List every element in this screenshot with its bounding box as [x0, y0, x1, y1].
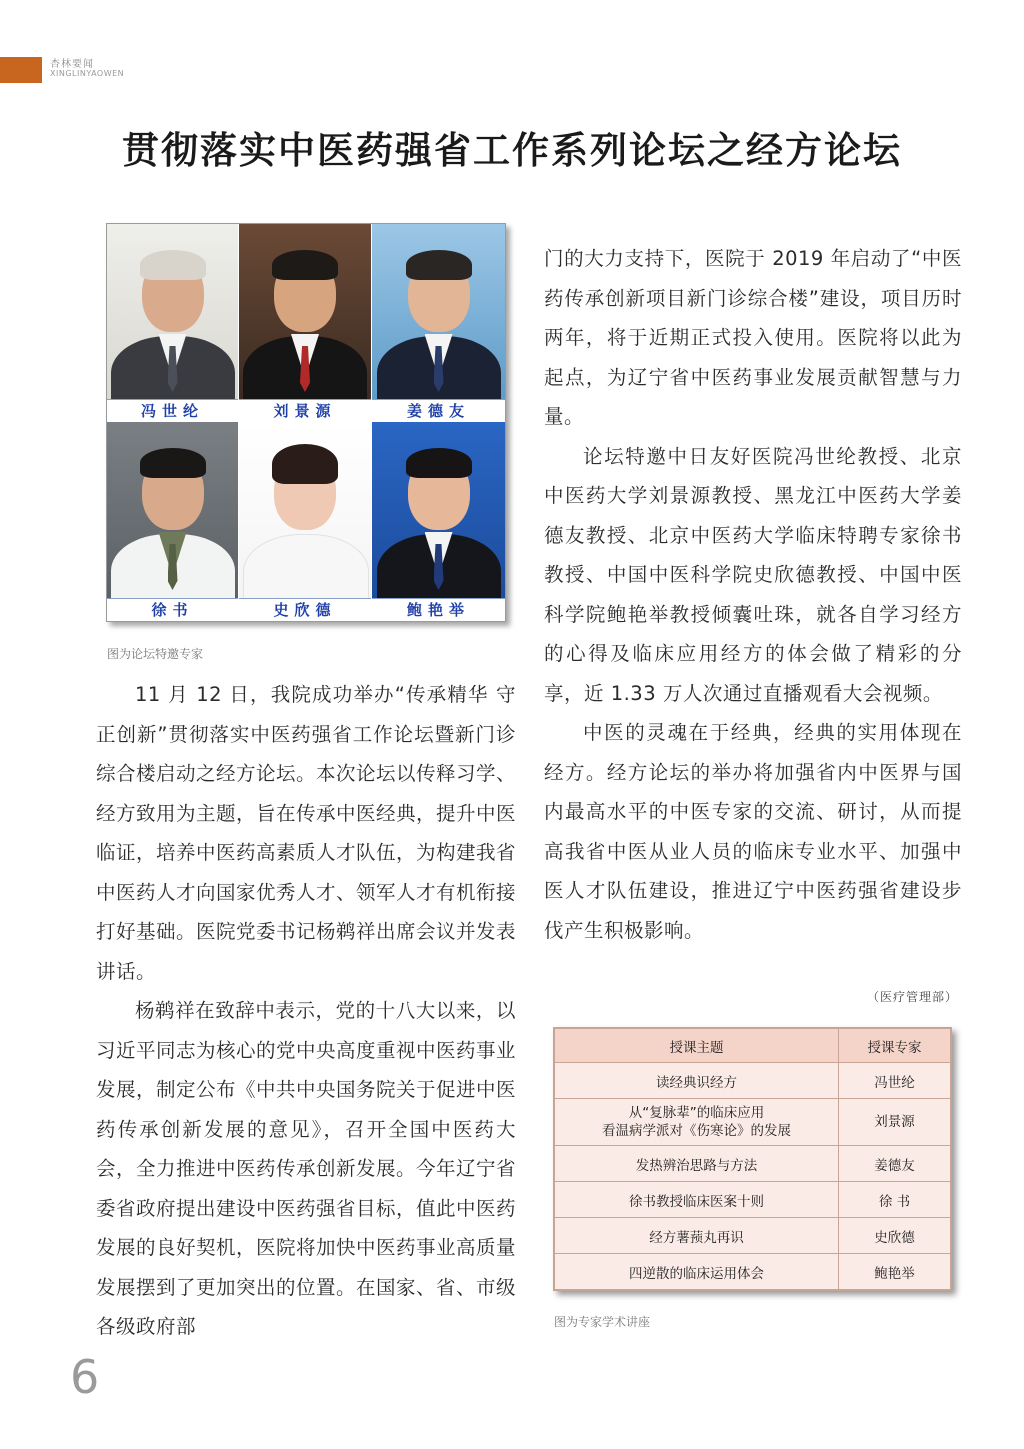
article-paragraph: 杨鹈祥在致辞中表示，党的十八大以来，以习近平同志为核心的党中央高度重视中医药事业发展，制定公布《中共中央国务院关于促进中医药传承创新发展的意见》，召开全国中医药大会，全力推进中医药传承创新发展。今年辽宁省委省政府提出建设中医药强省目标，值此中医药发展的良好契机，医院将加快中医药事业高质量发展摆到了更加突出的位置。在国家、省、市级各级政府部 — [96, 999, 517, 1338]
lecture-topic-line: 发热辨治思路与方法 — [635, 1157, 758, 1174]
expert-name: 姜德友 — [372, 399, 505, 422]
article-paragraph: 中医的灵魂在于经典，经典的实用体现在经方。经方论坛的举办将加强省内中医界与国内最高水平的中医专家的交流、研讨，从而提高我省中医从业人员的临床专业水平、加强中医人才队伍建设，推进辽宁中医药强省建设步伐产生积极影响。 — [544, 721, 962, 942]
table-row — [555, 1099, 951, 1146]
expert-photo — [239, 422, 372, 621]
lecture-topic — [555, 1182, 839, 1218]
lecture-expert: 冯世纶 — [839, 1063, 951, 1099]
expert-photo — [372, 422, 505, 621]
expert-photo — [239, 224, 372, 422]
lecture-expert: 姜德友 — [839, 1146, 951, 1182]
photo-caption: 图为论坛特邀专家 — [107, 647, 204, 661]
expert-name: 鲍艳举 — [372, 598, 505, 621]
author-department: （医疗管理部） — [866, 990, 958, 1004]
page-number: 6 — [70, 1350, 100, 1404]
lecture-topic-line: 从“复脉辈”的临床应用 — [628, 1105, 765, 1121]
lecture-topic-line: 四逆散的临床运用体会 — [629, 1265, 764, 1282]
article-paragraph: 11 月 12 日，我院成功举办“传承精华 守正创新”贯彻落实中医药强省工作论坛暨新门诊综合楼启动之经方论坛。本次论坛以传释习学、经方致用为主题，旨在传承中医经典，提升中医临证，培养中医药高素质人才队伍，为构建我省中医药人才向国家优秀人才、领军人才有机衔接打好基础。医院党委书记杨鹈祥出席会议并发表讲话。 — [96, 683, 517, 983]
section-tag-bar — [0, 57, 42, 83]
lecture-table-container — [553, 1027, 952, 1291]
section-name: 杏林要闻 — [50, 59, 94, 70]
lecture-topic-line: 看温病学派对《伤寒论》的发展 — [602, 1123, 791, 1139]
expert-name: 徐书 — [107, 598, 238, 621]
lecture-topic-line: 读经典识经方 — [656, 1074, 737, 1091]
table-row — [555, 1254, 951, 1290]
expert-name: 冯世纶 — [107, 399, 238, 422]
table-row — [555, 1063, 951, 1099]
expert-photo-grid — [106, 223, 506, 622]
table-row — [555, 1182, 951, 1218]
expert-photo — [107, 224, 239, 422]
lecture-topic — [555, 1146, 839, 1182]
lecture-expert: 刘景源 — [839, 1099, 951, 1146]
expert-name: 刘景源 — [239, 399, 371, 422]
lecture-topic-line: 徐书教授临床医案十则 — [629, 1193, 764, 1210]
lecture-expert: 徐 书 — [839, 1182, 951, 1218]
expert-photo — [372, 224, 505, 422]
table-caption: 图为专家学术讲座 — [554, 1315, 651, 1329]
expert-photo — [107, 422, 239, 621]
expert-name: 史欣德 — [239, 598, 371, 621]
lecture-expert: 史欣德 — [839, 1218, 951, 1254]
article-paragraph-continued: 门的大力支持下，医院于 2019 年启动了“中医药传承创新项目新门诊综合楼”建设，项目历时两年，将于近期正式投入使用。医院将以此为起点，为辽宁省中医药事业发展贡献智慧与力量。 — [544, 247, 962, 428]
article-column-right — [544, 239, 962, 950]
table-row — [555, 1218, 951, 1254]
lecture-topic — [555, 1218, 839, 1254]
lecture-topic — [555, 1063, 839, 1099]
table-row — [555, 1146, 951, 1182]
table-header-expert: 授课专家 — [839, 1029, 951, 1063]
lecture-topic-line: 经方薯蓣丸再识 — [649, 1229, 744, 1246]
table-header-row — [555, 1029, 951, 1063]
article-column-left — [96, 675, 516, 1347]
lecture-topic — [555, 1254, 839, 1290]
article-paragraph: 论坛特邀中日友好医院冯世纶教授、北京中医药大学刘景源教授、黑龙江中医药大学姜德友教授、北京中医药大学临床特聘专家徐书教授、中国中医科学院史欣德教授、中国中医科学院鲍艳举教授倾囊吐珠，就各自学习经方的心得及临床应用经方的体会做了精彩的分享，近 1.33 万人次通过直播观看大会视频。 — [544, 444, 962, 705]
lecture-table — [554, 1028, 951, 1290]
lecture-topic — [555, 1099, 839, 1146]
lecture-expert: 鲍艳举 — [839, 1254, 951, 1290]
section-name-pinyin: XINGLINYAOWEN — [50, 69, 125, 78]
article-title: 贯彻落实中医药强省工作系列论坛之经方论坛 — [122, 128, 902, 172]
table-header-topic: 授课主题 — [555, 1029, 839, 1063]
